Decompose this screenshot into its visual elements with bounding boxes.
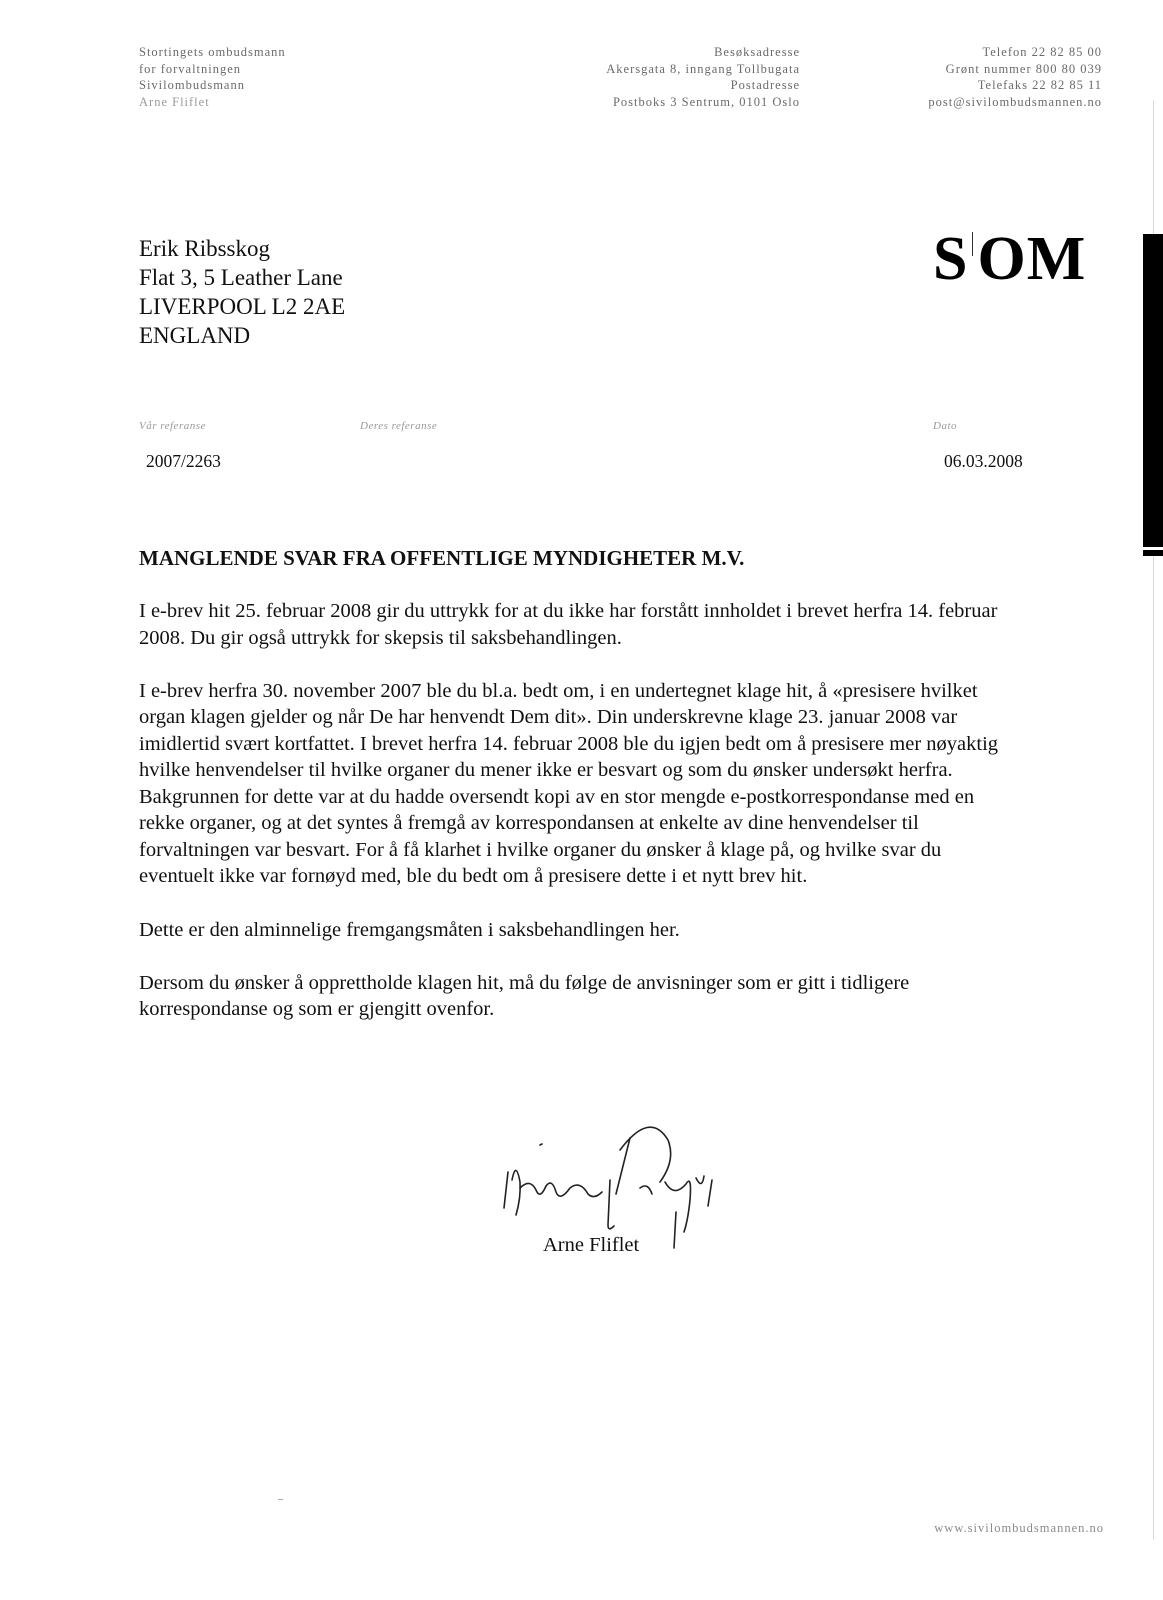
recipient-address — [139, 234, 345, 350]
letterhead-contact-line: Telefon 22 82 85 00 — [982, 45, 1102, 59]
logo-left-text: S — [933, 225, 969, 293]
scan-margin-bar — [1143, 234, 1163, 556]
logo-separator — [972, 232, 973, 256]
date-value: 06.03.2008 — [944, 451, 1023, 471]
recipient-line: Erik Ribsskog — [139, 236, 270, 261]
letterhead-left-line: Sivilombudsmann — [139, 78, 245, 92]
letterhead-left-line: Arne Fliflet — [139, 94, 210, 109]
letterhead-left-line: for forvaltningen — [139, 61, 242, 76]
date-label: Dato — [933, 420, 957, 432]
letter-title: MANGLENDE SVAR FRA OFFENTLIGE MYNDIGHETER M.V. — [139, 546, 745, 570]
logo-right-text: OM — [977, 225, 1087, 293]
letter-paragraph: I e-brev herfra 30. november 2007 ble du bl.a. bedt om, i en undertegnet klage hit, å «presisere hvilket organ klagen gjelder og når De har henvendt Dem dit». Din underskrevne klage 23. januar 2008 var imidlertid svært kortfattet. I brevet herfra 14. februar 2008 ble du igjen bedt om å presisere mer nøyaktig hvilke henvendelser til hvilke organer du mener ikke er besvart og som du ønsker undersøkt herfra. Bakgrunnen for dette var at du hadde oversendt kopi av en stor mengde e-postkorrespondanse med en rekke organer, og at det syntes å fremgå av korrespondansen at enkelte av dine henvendelser til forvaltningen var besvart. For å få klarhet i hvilke organer du ønsker å klage på, og hvilke svar du eventuelt ikke var fornøyd med, ble du bedt om å presisere dette i et nytt brev hit. — [139, 679, 999, 887]
scan-speck — [278, 1499, 283, 1500]
footer-website: www.sivilombudsmannen.no — [934, 1521, 1104, 1535]
letterhead-address-line: Postadresse — [730, 78, 800, 92]
letterhead-address-line: Besøksadresse — [714, 45, 800, 59]
letterhead-left — [139, 44, 286, 110]
our-reference-value: 2007/2263 — [146, 451, 221, 471]
recipient-line: ENGLAND — [139, 323, 251, 348]
letter-paragraph: I e-brev hit 25. februar 2008 gir du uttrykk for at du ikke har forstått innholdet i brevet herfra 14. februar 2008. Du gir også uttrykk for skepsis til saksbehandlingen. — [139, 600, 998, 649]
letterhead-contact-line: Grønt nummer 800 80 039 — [945, 61, 1102, 76]
som-logo — [933, 225, 1087, 293]
letterhead-contact-line: post@sivilombudsmannen.no — [928, 94, 1102, 109]
letterhead-address — [540, 44, 800, 110]
signer-name: Arne Fliflet — [543, 1234, 640, 1256]
your-reference-label: Deres referanse — [360, 420, 438, 432]
letterhead-address-line: Akersgata 8, inngang Tollbugata — [606, 61, 800, 76]
letterhead-address-line: Postboks 3 Sentrum, 0101 Oslo — [612, 94, 800, 109]
letterhead-left-line: Stortingets ombudsmann — [139, 45, 286, 59]
letterhead-contact — [840, 44, 1102, 110]
letter-body — [139, 598, 1019, 1049]
letter-paragraph: Dersom du ønsker å opprettholde klagen hit, må du følge de anvisninger som er gitt i tidligere korrespondanse og som er gjengitt ovenfor. — [139, 971, 910, 1020]
our-reference-label: Vår referanse — [139, 420, 206, 432]
scan-margin-notch — [1143, 547, 1163, 550]
recipient-line: Flat 3, 5 Leather Lane — [139, 265, 343, 290]
recipient-line: LIVERPOOL L2 2AE — [139, 294, 346, 319]
letter-paragraph: Dette er den alminnelige fremgangsmåten i saksbehandlingen her. — [139, 918, 680, 941]
letterhead-contact-line: Telefaks 22 82 85 11 — [977, 78, 1102, 92]
